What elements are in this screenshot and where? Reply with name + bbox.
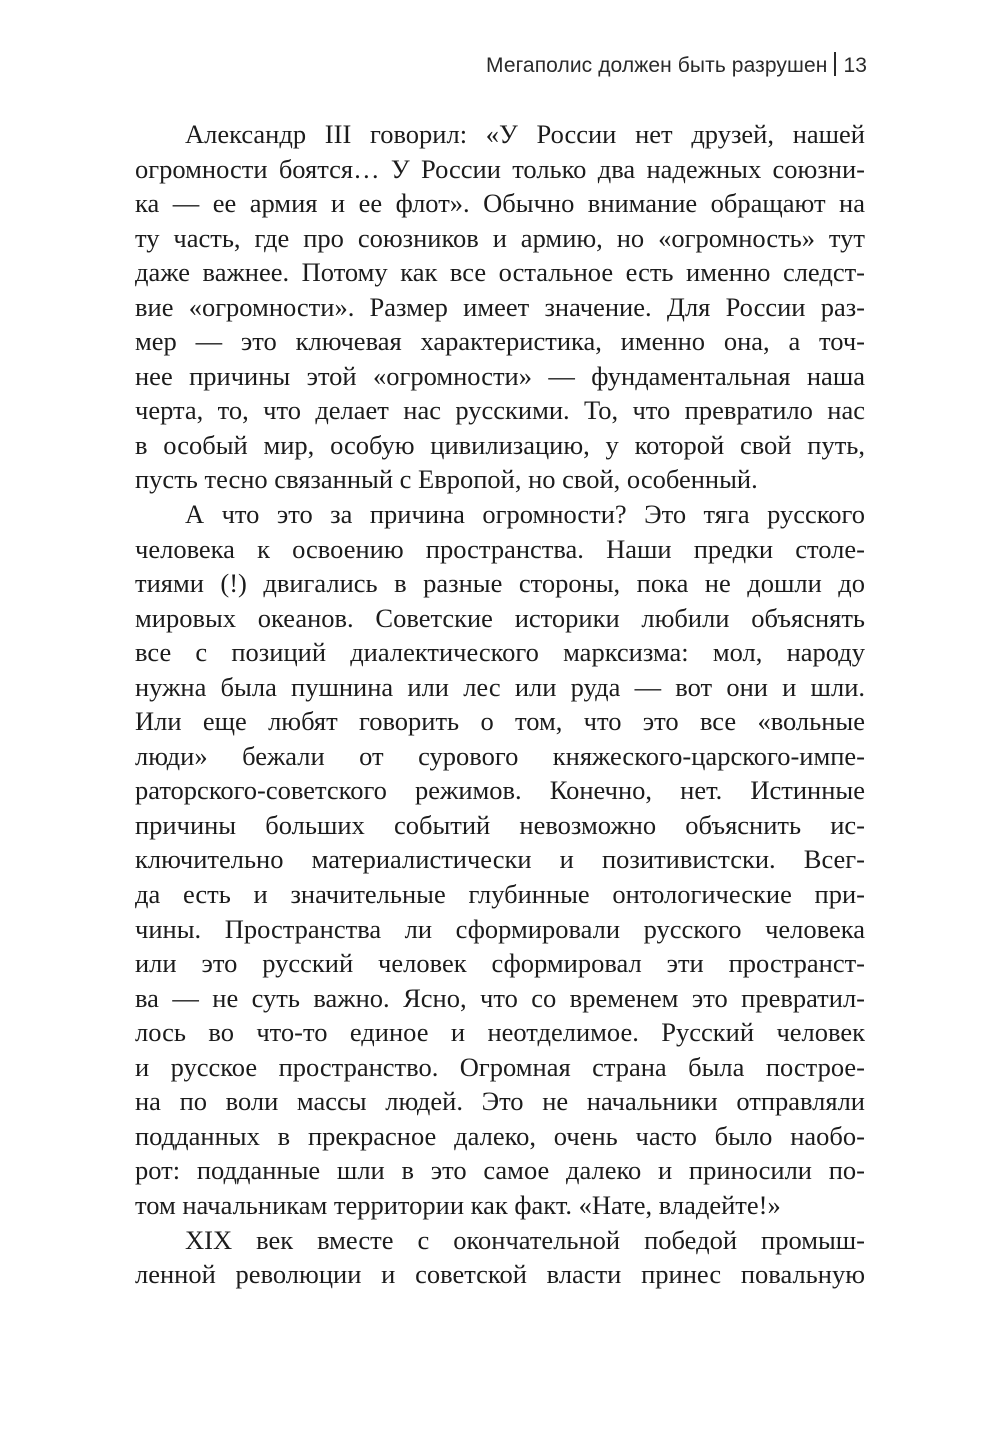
header-separator: [834, 52, 836, 76]
text-line: ка — ее армия и ее флот». Обычно внимание обращают на: [135, 188, 865, 219]
running-header: [486, 50, 867, 82]
text-line: мировых океанов. Советские историки любили объяснять: [135, 602, 865, 633]
page-number: 13: [843, 54, 867, 77]
text-line: пусть тесно связанный с Европой, но свой, особенный.: [135, 464, 758, 495]
text-line: ключительно материалистически и позитивистски. Всег-: [135, 844, 865, 875]
paragraph-2: [135, 497, 865, 1222]
text-line: на по воли массы людей. Это не начальники отправляли: [135, 1086, 865, 1117]
text-line: ва — не суть важно. Ясно, что со временем это превратил-: [135, 982, 865, 1013]
text-line: все с позиций диалектического марксизма: мол, народу: [135, 637, 865, 668]
text-line: огромности боятся… У России только два надежных союзни-: [135, 153, 865, 184]
text-line: тиями (!) двигались в разные стороны, пока не дошли до: [135, 568, 865, 599]
text-line: или это русский человек сформировал эти пространст-: [135, 948, 865, 979]
text-line: ту часть, где про союзников и армию, но «огромность» тут: [135, 222, 865, 253]
paragraph-1: [135, 117, 865, 497]
text-line: рот: подданные шли в это самое далеко и приносили по-: [135, 1155, 865, 1186]
text-line: лось во что-то единое и неотделимое. Русский человек: [135, 1017, 865, 1048]
text-line: причины больших событий невозможно объяснить ис-: [135, 809, 865, 840]
text-line: даже важнее. Потому как все остальное есть именно следст-: [135, 257, 865, 288]
text-line: нужна была пушнина или лес или руда — вот они и шли.: [135, 671, 865, 702]
text-line: чины. Пространства ли сформировали русского человека: [135, 913, 865, 944]
running-title: Мегаполис должен быть разрушен: [486, 54, 828, 77]
paragraph-3: [135, 1223, 865, 1292]
text-line: Или еще любят говорить о том, что это все «вольные: [135, 706, 865, 737]
text-line: нее причины этой «огромности» — фундаментальная наша: [135, 360, 865, 391]
text-line: люди» бежали от сурового княжеского-царского-импе-: [135, 740, 865, 771]
text-line: в особый мир, особую цивилизацию, у которой свой путь,: [135, 429, 865, 460]
text-line: мер — это ключевая характеристика, именно она, а точ-: [135, 326, 865, 357]
body-text: [135, 117, 865, 1292]
text-line: том начальникам территории как факт. «Нате, владейте!»: [135, 1189, 781, 1220]
text-line: раторского-советского режимов. Конечно, нет. Истинные: [135, 775, 865, 806]
text-line: А что это за причина огромности? Это тяга русского: [185, 499, 865, 530]
text-line: Александр III говорил: «У России нет друзей, нашей: [185, 119, 865, 149]
text-line: да есть и значительные глубинные онтологические при-: [135, 879, 865, 910]
text-line: черта, то, что делает нас русскими. То, что превратило нас: [135, 395, 865, 426]
text-line: вие «огромности». Размер имеет значение. Для России раз-: [135, 291, 865, 322]
text-line: ленной революции и советской власти принес повальную: [135, 1259, 865, 1290]
text-line: подданных в прекрасное далеко, очень часто было наобо-: [135, 1120, 865, 1151]
text-line: XIX век вместе с окончательной победой промыш-: [185, 1224, 865, 1255]
text-line: человека к освоению пространства. Наши предки столе-: [135, 533, 865, 564]
text-line: и русское пространство. Огромная страна была построе-: [135, 1051, 865, 1082]
